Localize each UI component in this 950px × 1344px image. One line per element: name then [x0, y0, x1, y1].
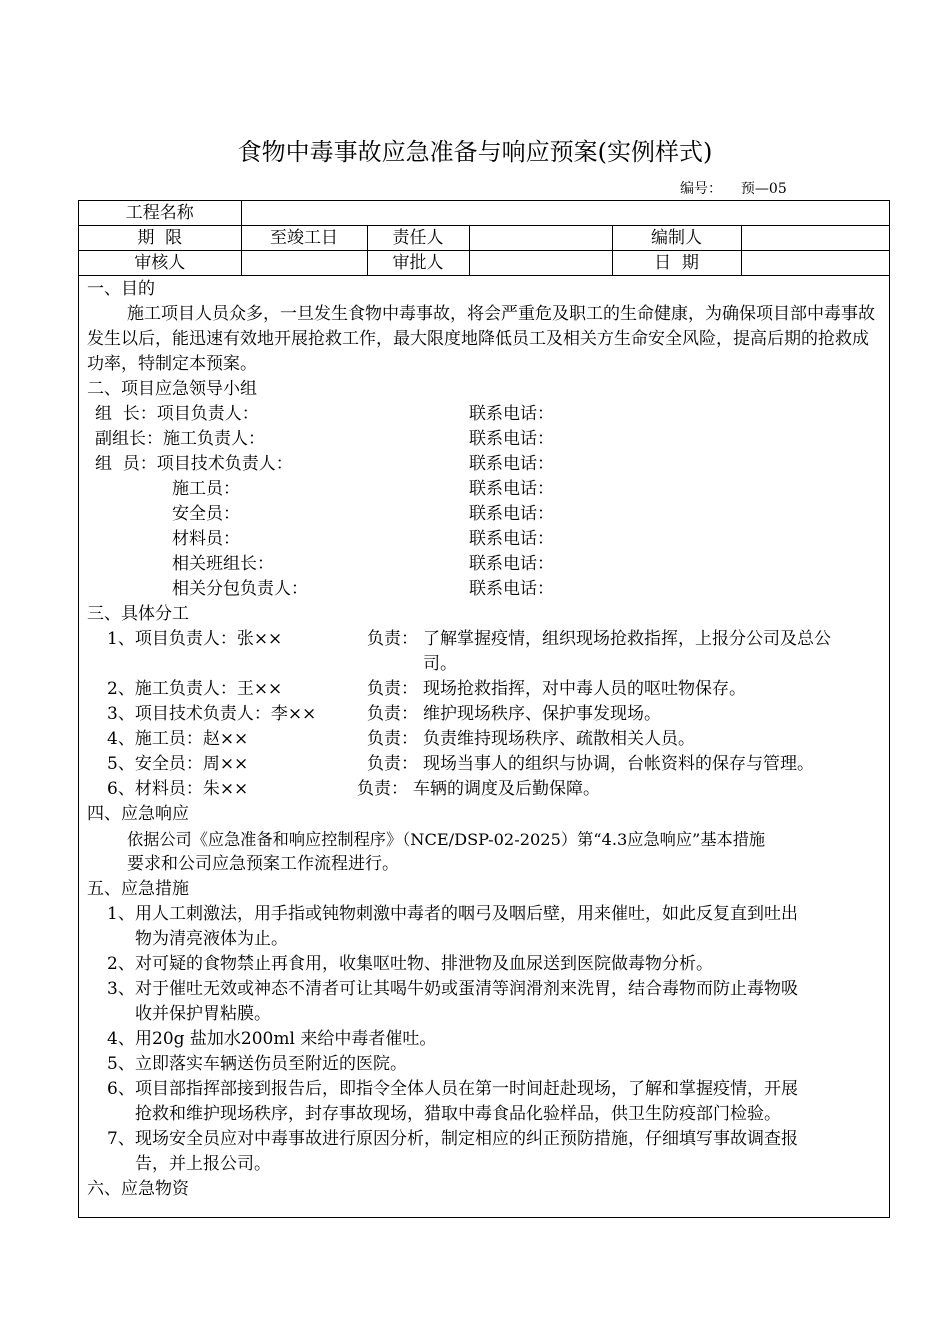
member-role: 相关分包负责人：	[172, 579, 308, 599]
purpose-text: 施工项目人员众多，一旦发生食物中毒事故，将会严重危及职工的生命健康，为确保项目部中毒事故发生以后，能迅速有效地开展抢救工作，最大限度地降低员工及相关方生命安全风险，提高后期的抢救成功率，特制定本预案。	[87, 304, 875, 374]
document-title: 食物中毒事故应急准备与响应预案(实例样式)	[237, 138, 713, 166]
measure-item-continued	[87, 1102, 883, 1127]
duty-person: 1、项目负责人：张××	[107, 629, 283, 649]
measure-item	[87, 1077, 883, 1102]
member-role: 安全员：	[172, 504, 240, 524]
measure-number: 5、	[107, 1054, 135, 1074]
member-row	[87, 402, 883, 427]
duty-person: 3、项目技术负责人：李××	[107, 704, 317, 724]
measure-text: 立即落实车辆送伤员至附近的医院。	[135, 1054, 407, 1074]
duty-row	[87, 727, 883, 752]
measure-number: 3、	[107, 979, 135, 999]
measure-number: 1、	[107, 904, 135, 924]
measure-text-continued: 抢救和维护现场秩序，封存事故现场，猎取中毒食品化验样品，供卫生防疫部门检验。	[135, 1104, 781, 1124]
measure-text-continued: 告，并上报公司。	[135, 1154, 271, 1174]
duty-person: 2、施工负责人：王××	[107, 679, 283, 699]
member-role: 相关班组长：	[172, 554, 274, 574]
duty-row-continued	[87, 652, 883, 677]
measure-item-continued	[87, 1002, 883, 1027]
duty-person: 5、安全员：周××	[107, 754, 249, 774]
reviewer-label: 审核人	[79, 251, 241, 276]
project-name-field[interactable]	[241, 201, 889, 226]
member-role: 组 员：项目技术负责人：	[95, 454, 293, 474]
measure-text: 用人工刺激法，用手指或钝物刺激中毒者的咽弓及咽后壁，用来催吐，如此反复直到吐出	[135, 904, 798, 924]
duty-label: 负责：	[367, 629, 418, 649]
form-body	[87, 277, 883, 1202]
member-row	[87, 452, 883, 477]
member-phone: 联系电话：	[469, 554, 554, 574]
section-title-response: 四、应急响应	[87, 804, 189, 824]
duty-person: 4、施工员：赵××	[107, 729, 249, 749]
compiler-field[interactable]	[741, 226, 889, 251]
measure-item-continued	[87, 1152, 883, 1177]
duty-label: 负责：	[367, 754, 418, 774]
member-row	[87, 552, 883, 577]
member-role: 材料员：	[172, 529, 240, 549]
duty-text-continued: 司。	[423, 654, 457, 674]
responsible-field[interactable]	[469, 226, 612, 251]
duty-text: 负责维持现场秩序、疏散相关人员。	[423, 729, 695, 749]
member-row	[87, 527, 883, 552]
date-label: 日 期	[612, 251, 741, 276]
response-text-line: 要求和公司应急预案工作流程进行。	[127, 854, 399, 874]
header-table	[79, 201, 889, 276]
member-phone: 联系电话：	[469, 579, 554, 599]
response-text-line: 依据公司《应急准备和响应控制程序》（NCE/DSP-02-2025）第“4.3应急响应”基本措施	[127, 830, 766, 849]
duty-label: 负责：	[367, 729, 418, 749]
member-role: 副组长：施工负责人：	[95, 429, 265, 449]
measure-number: 4、	[107, 1029, 135, 1049]
member-role: 施工员：	[172, 479, 240, 499]
member-phone: 联系电话：	[469, 479, 554, 499]
duty-text: 车辆的调度及后勤保障。	[413, 779, 600, 799]
measure-item	[87, 952, 883, 977]
measure-text: 现场安全员应对中毒事故进行原因分析，制定相应的纠正预防措施，仔细填写事故调查报	[135, 1129, 798, 1149]
section-title-duties: 三、具体分工	[87, 604, 189, 624]
approver-label: 审批人	[367, 251, 469, 276]
measure-item	[87, 1127, 883, 1152]
measure-text: 项目部指挥部接到报告后，即指令全体人员在第一时间赶赴现场，了解和掌握疫情，开展	[135, 1079, 798, 1099]
measure-item	[87, 902, 883, 927]
doc-number-label: 编号：	[680, 181, 722, 197]
project-name-label: 工程名称	[79, 201, 241, 226]
measure-number: 2、	[107, 954, 135, 974]
duty-row	[87, 752, 883, 777]
duty-text: 现场当事人的组织与协调，台帐资料的保存与管理。	[423, 754, 814, 774]
measure-text-continued: 收并保护胃粘膜。	[135, 1004, 271, 1024]
duty-text: 维护现场秩序、保护事发现场。	[423, 704, 661, 724]
duty-label: 负责：	[367, 704, 418, 724]
duty-label: 负责：	[357, 779, 408, 799]
member-row	[87, 477, 883, 502]
measure-text: 对可疑的食物禁止再食用，收集呕吐物、排泄物及血尿送到医院做毒物分析。	[135, 954, 713, 974]
measure-item	[87, 977, 883, 1002]
measure-item-continued	[87, 927, 883, 952]
duty-label: 负责：	[367, 679, 418, 699]
section-title-supplies: 六、应急物资	[87, 1179, 189, 1199]
member-row	[87, 427, 883, 452]
responsible-label: 责任人	[367, 226, 469, 251]
measure-text: 用20g 盐加水200ml 来给中毒者催吐。	[135, 1029, 437, 1049]
duty-person: 6、材料员：朱××	[107, 779, 249, 799]
measure-text-continued: 物为清亮液体为止。	[135, 929, 288, 949]
period-label: 期 限	[79, 226, 241, 251]
approver-field[interactable]	[469, 251, 612, 276]
document-number	[680, 178, 787, 198]
reviewer-field[interactable]	[241, 251, 367, 276]
member-phone: 联系电话：	[469, 404, 554, 424]
member-phone: 联系电话：	[469, 429, 554, 449]
duty-text: 了解掌握疫情，组织现场抢救指挥，上报分公司及总公	[423, 629, 831, 649]
duty-row	[87, 702, 883, 727]
member-row	[87, 577, 883, 602]
date-field[interactable]	[741, 251, 889, 276]
measure-number: 7、	[107, 1129, 135, 1149]
member-phone: 联系电话：	[469, 529, 554, 549]
member-role: 组 长：项目负责人：	[95, 404, 259, 424]
duty-row	[87, 677, 883, 702]
compiler-label: 编制人	[612, 226, 741, 251]
duty-row	[87, 777, 883, 802]
measure-text: 对于催吐无效或神态不清者可让其喝牛奶或蛋清等润滑剂来洗胃，结合毒物而防止毒物吸	[135, 979, 798, 999]
measure-item	[87, 1052, 883, 1077]
section-title-measures: 五、应急措施	[87, 879, 189, 899]
measure-number: 6、	[107, 1079, 135, 1099]
period-value[interactable]: 至竣工日	[241, 226, 367, 251]
section-title-leadership: 二、项目应急领导小组	[87, 379, 257, 399]
duty-text: 现场抢救指挥，对中毒人员的呕吐物保存。	[423, 679, 746, 699]
duty-row	[87, 627, 883, 652]
form-frame	[78, 200, 890, 1218]
measure-item	[87, 1027, 883, 1052]
member-phone: 联系电话：	[469, 454, 554, 474]
section-title-purpose: 一、目的	[87, 279, 155, 299]
doc-number-value: 预—05	[740, 181, 787, 197]
member-row	[87, 502, 883, 527]
member-phone: 联系电话：	[469, 504, 554, 524]
